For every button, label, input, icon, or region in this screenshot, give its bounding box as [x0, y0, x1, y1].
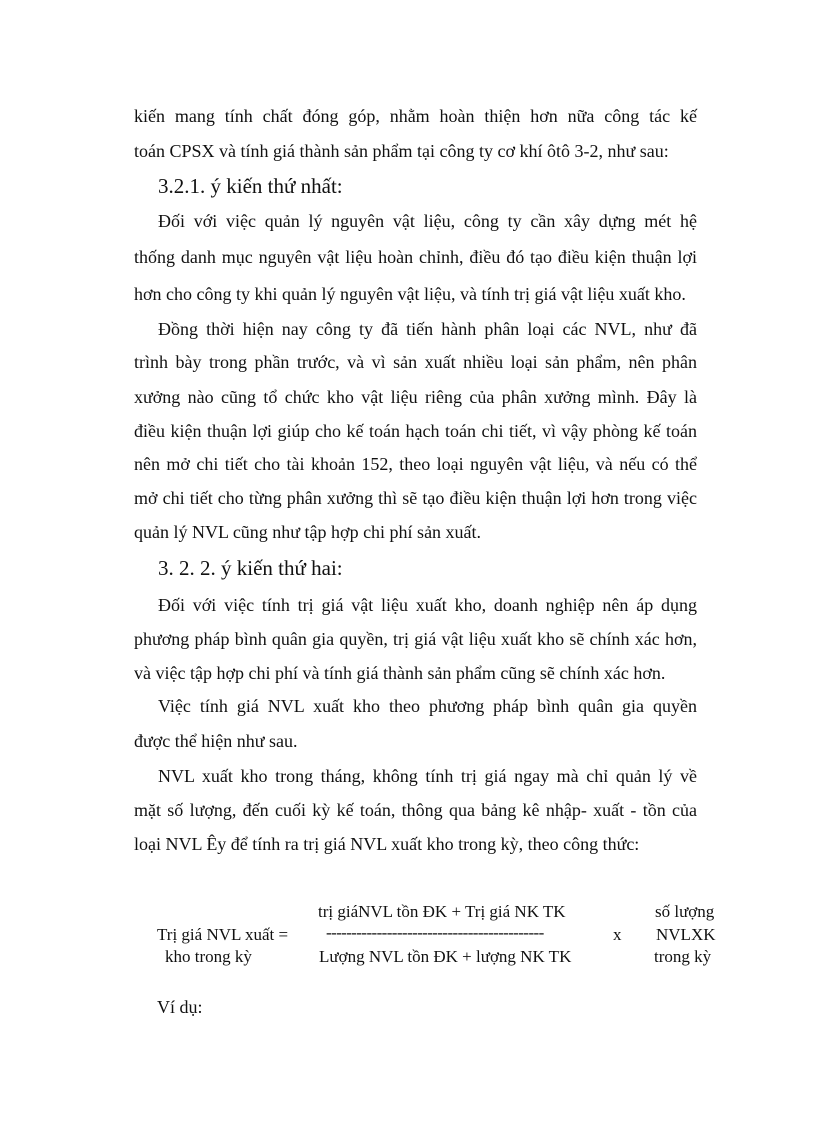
formula-left-bottom: kho trong kỳ	[165, 947, 252, 966]
formula-right-mid: NVLXK	[656, 925, 716, 944]
section-heading-3-2-2: 3. 2. 2. ý kiến thứ hai:	[158, 556, 343, 580]
text-line: quản lý NVL cũng như tập hợp chi phí sản xuất.	[134, 522, 482, 542]
text-line: trình bày trong phần trước, và vì sản xuất nhiều loại sản phẩm, nên phân	[134, 352, 697, 372]
text-line: Đồng thời hiện nay công ty đã tiến hành phân loại các NVL, như đã	[158, 319, 697, 339]
text-line: thống danh mục nguyên vật liệu hoàn chỉnh, điều đó tạo điều kiện thuận lợi	[134, 247, 697, 267]
text-line: mặt số lượng, đến cuối kỳ kế toán, thông qua bảng kê nhập- xuất - tồn của	[134, 800, 697, 820]
text-line: NVL xuất kho trong tháng, không tính trị giá ngay mà chỉ quản lý về	[158, 766, 697, 786]
text-line: Việc tính giá NVL xuất kho theo phương pháp bình quân gia quyền	[158, 696, 697, 716]
text-line: nên mở chi tiết cho tài khoản 152, theo loại nguyên vật liệu, và nếu có thể	[134, 454, 697, 474]
text-line: hơn cho công ty khi quản lý nguyên vật liệu, và tính trị giá vật liệu xuất kho.	[134, 284, 686, 304]
formula-right-top: số lượng	[655, 902, 715, 921]
text-line: và việc tập hợp chi phí và tính giá thành sản phẩm cũng sẽ chính xác hơn.	[134, 663, 666, 683]
text-line: toán CPSX và tính giá thành sản phẩm tại công ty cơ khí ôtô 3-2, như sau:	[134, 141, 669, 161]
formula-denominator: Lượng NVL tồn ĐK + lượng NK TK	[319, 947, 572, 966]
formula-numerator: trị giáNVL tồn ĐK + Trị giá NK TK	[318, 902, 566, 921]
text-line: Đối với việc tính trị giá vật liệu xuất kho, doanh nghiệp nên áp dụng	[158, 595, 697, 615]
formula-right-bottom: trong kỳ	[654, 947, 712, 966]
text-line: mở chi tiết cho từng phân xưởng thì sẽ tạo điều kiện thuận lợi hơn trong việc	[134, 488, 697, 508]
text-line: xưởng nào cũng tổ chức kho vật liệu riêng của phân xưởng mình. Đây là	[134, 387, 697, 407]
text-line: phương pháp bình quân gia quyền, trị giá vật liệu xuất kho sẽ chính xác hơn,	[134, 629, 697, 649]
formula-fraction-divider: -------------------------------------------	[326, 923, 544, 942]
text-line: Đối với việc quản lý nguyên vật liệu, công ty cần xây dựng mét hệ	[158, 211, 697, 231]
text-line: được thể hiện như sau.	[134, 731, 298, 751]
formula-left-top: Trị giá NVL xuất =	[157, 925, 289, 944]
formula-multiply-operator: x	[613, 925, 622, 944]
example-label: Ví dụ:	[157, 997, 203, 1017]
section-heading-3-2-1: 3.2.1. ý kiến thứ nhất:	[158, 174, 343, 198]
text-line: kiến mang tính chất đóng góp, nhằm hoàn thiện hơn nữa công tác kế	[134, 106, 697, 126]
text-line: loại NVL Êy để tính ra trị giá NVL xuất kho trong kỳ, theo công thức:	[134, 834, 640, 854]
text-line: điều kiện thuận lợi giúp cho kế toán hạch toán chi tiết, vì vậy phòng kế toán	[134, 421, 697, 441]
